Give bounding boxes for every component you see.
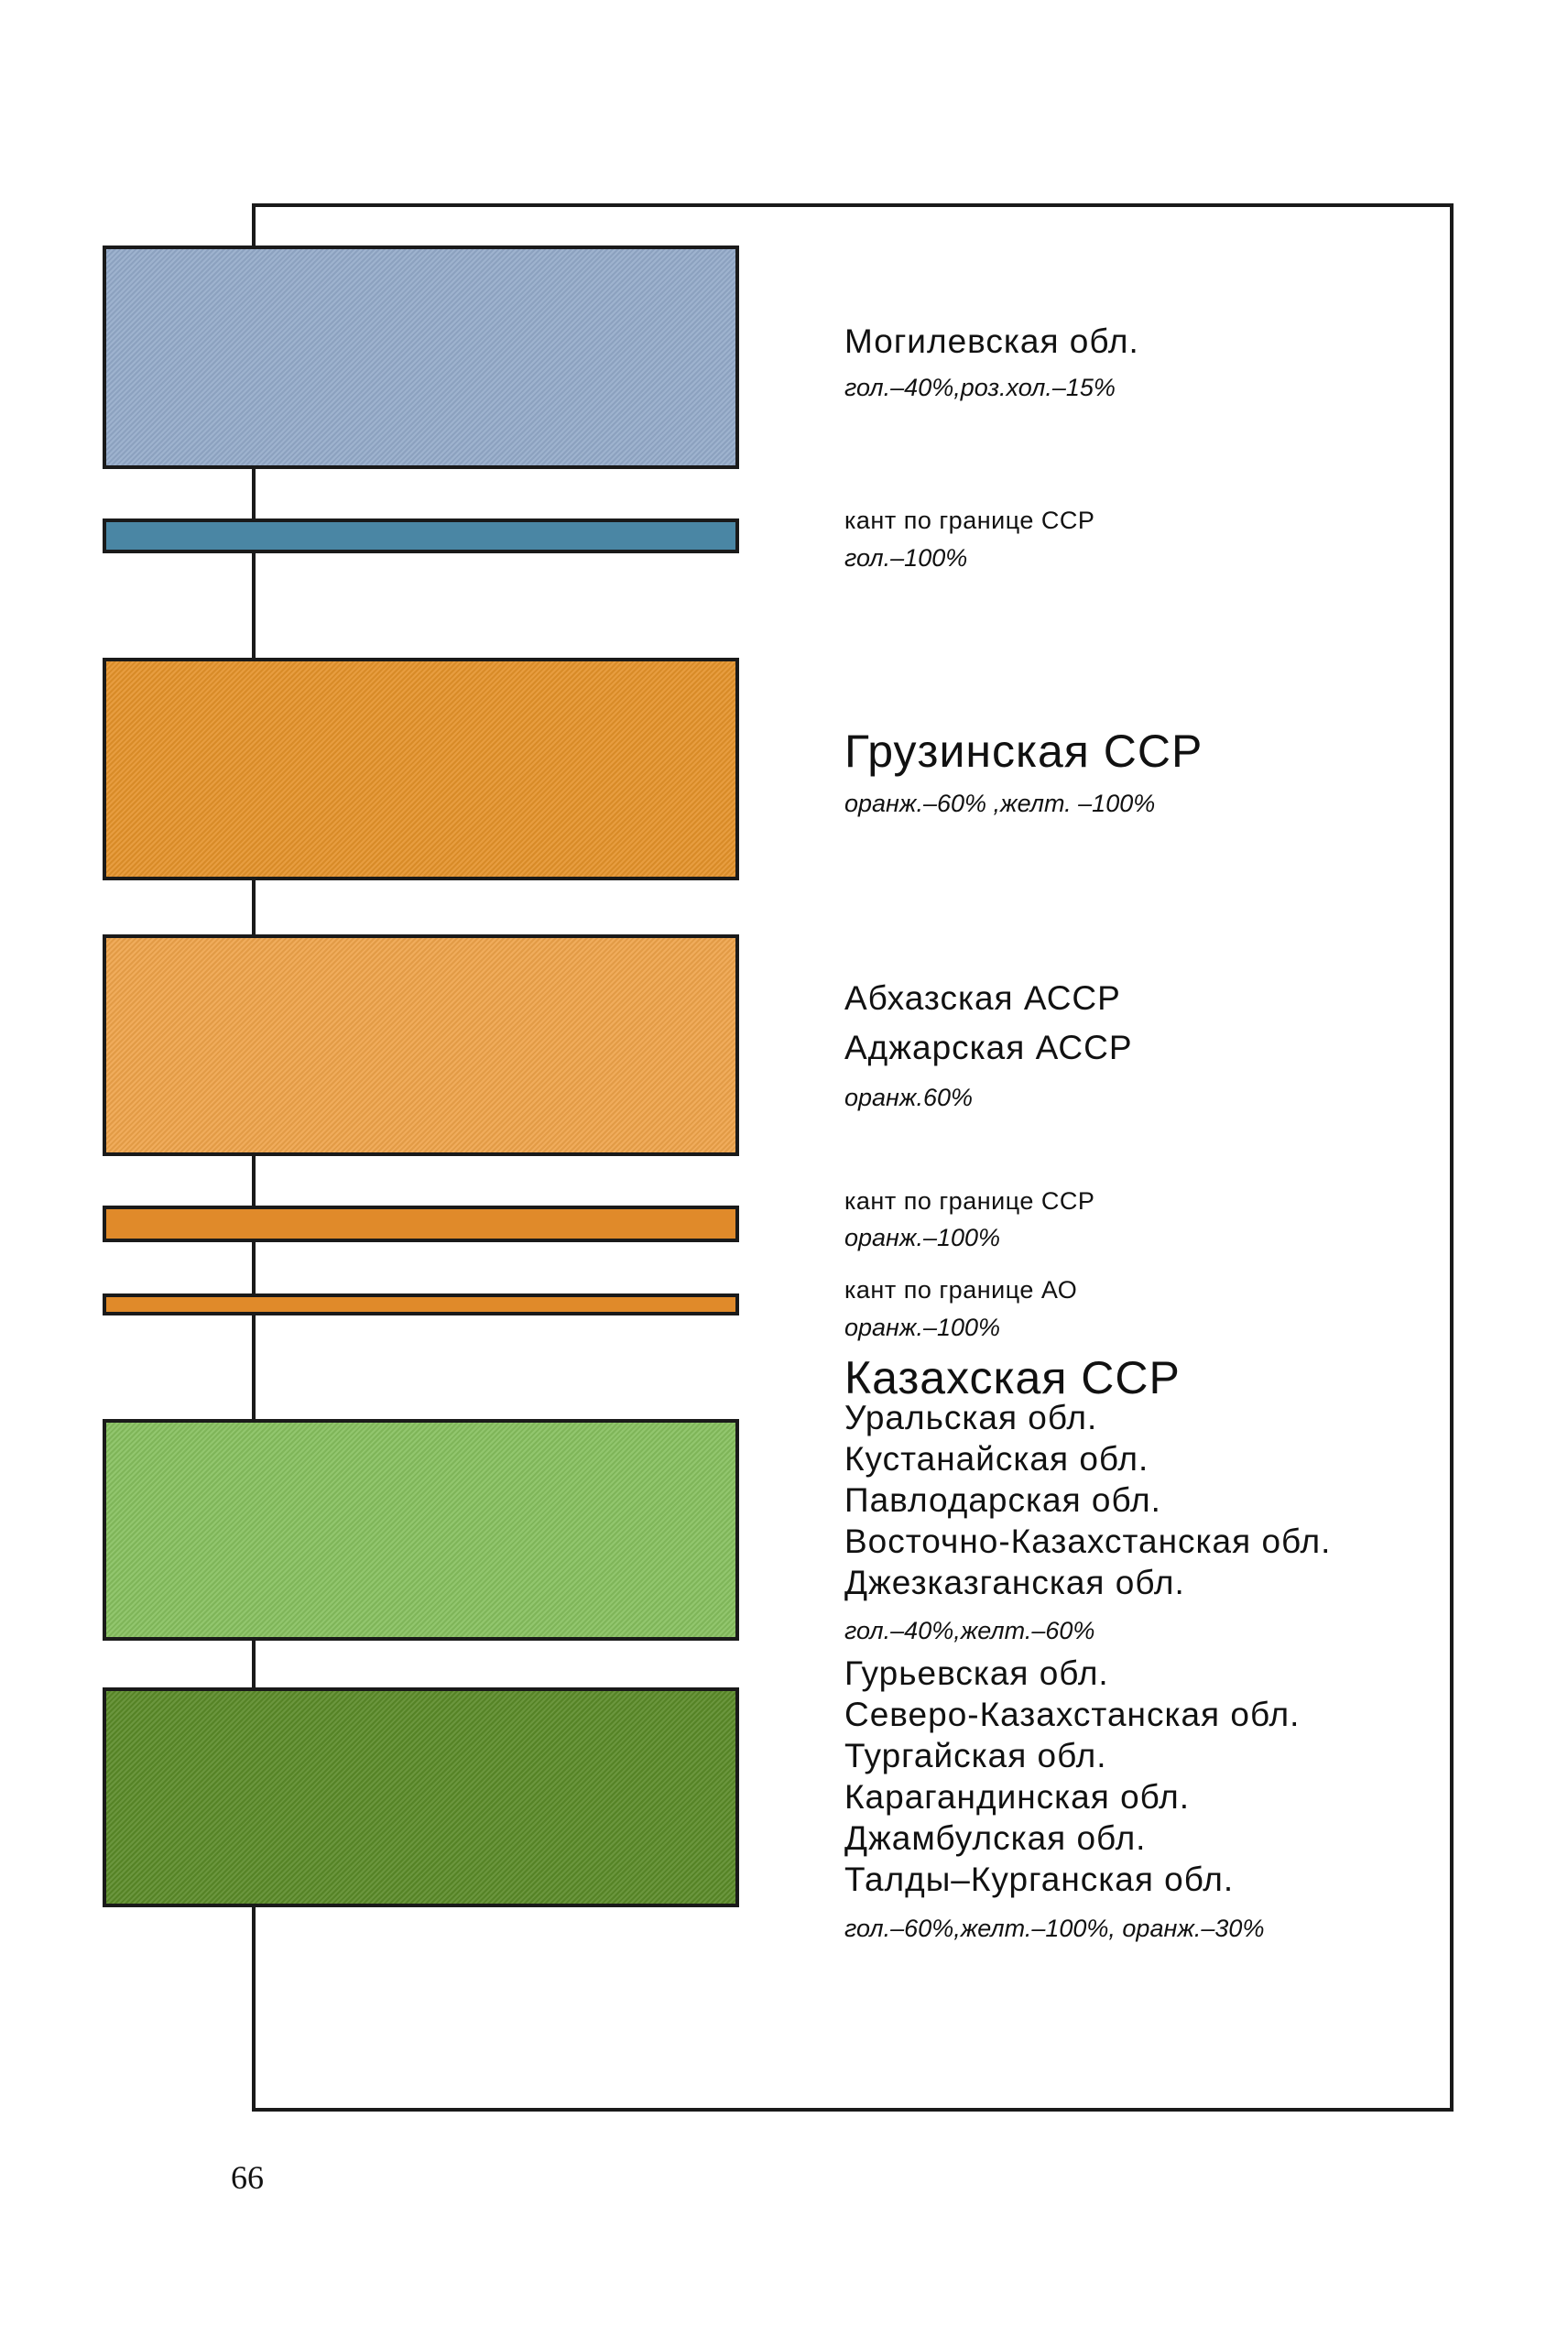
swatch-georgian	[103, 658, 739, 880]
group1-mix: гол.–40%,желт.–60%	[844, 1617, 1095, 1644]
group1-region: Уральская обл.	[844, 1399, 1098, 1436]
border-ssr-blue-mix: гол.–100%	[844, 544, 968, 572]
page-number: 66	[231, 2159, 264, 2196]
swatch-ssr-border-blue	[103, 518, 739, 553]
group1-region: Джезказганская обл.	[844, 1564, 1185, 1601]
swatch-ssr-border-orange	[103, 1206, 739, 1242]
swatch-abkhaz-adjar	[103, 934, 739, 1156]
swatch-kazakh-dark	[103, 1687, 739, 1907]
group2-region: Джамбулская обл.	[844, 1819, 1147, 1857]
border-ssr-blue-label: кант по границе ССР	[844, 507, 1095, 534]
mogilev-name: Могилевская обл.	[844, 322, 1139, 360]
swatch-mogilev	[103, 246, 739, 469]
group2-region: Гурьевская обл.	[844, 1654, 1109, 1692]
swatch-ao-border-orange	[103, 1293, 739, 1315]
border-ssr-orange-mix: оранж.–100%	[844, 1224, 1001, 1251]
adjar-name: Аджарская АССР	[844, 1029, 1133, 1066]
group1-region: Восточно-Казахстанская обл.	[844, 1523, 1332, 1560]
georgia-mix: оранж.–60% ,желт. –100%	[844, 790, 1156, 817]
group2-region: Северо-Казахстанская обл.	[844, 1696, 1301, 1733]
border-ao-orange-mix: оранж.–100%	[844, 1314, 1001, 1341]
group2-region: Талды–Курганская обл.	[844, 1861, 1235, 1898]
border-ssr-orange-label: кант по границе ССР	[844, 1187, 1095, 1215]
abkhaz-name: Абхазская АССР	[844, 979, 1121, 1017]
abkhaz-mix: оранж.60%	[844, 1084, 974, 1111]
kazakh-name: Казахская ССР	[844, 1352, 1181, 1403]
georgia-name: Грузинская ССР	[844, 726, 1203, 777]
group2-region: Карагандинская обл.	[844, 1778, 1191, 1816]
group1-region: Павлодарская обл.	[844, 1481, 1161, 1519]
mogilev-mix: гол.–40%,роз.хол.–15%	[844, 374, 1116, 401]
group1-region: Кустанайская обл.	[844, 1440, 1149, 1478]
swatch-kazakh-light	[103, 1419, 739, 1641]
group2-region: Тургайская обл.	[844, 1737, 1107, 1774]
border-ao-orange-label: кант по границе АО	[844, 1276, 1078, 1304]
group2-mix: гол.–60%,желт.–100%, оранж.–30%	[844, 1915, 1265, 1942]
